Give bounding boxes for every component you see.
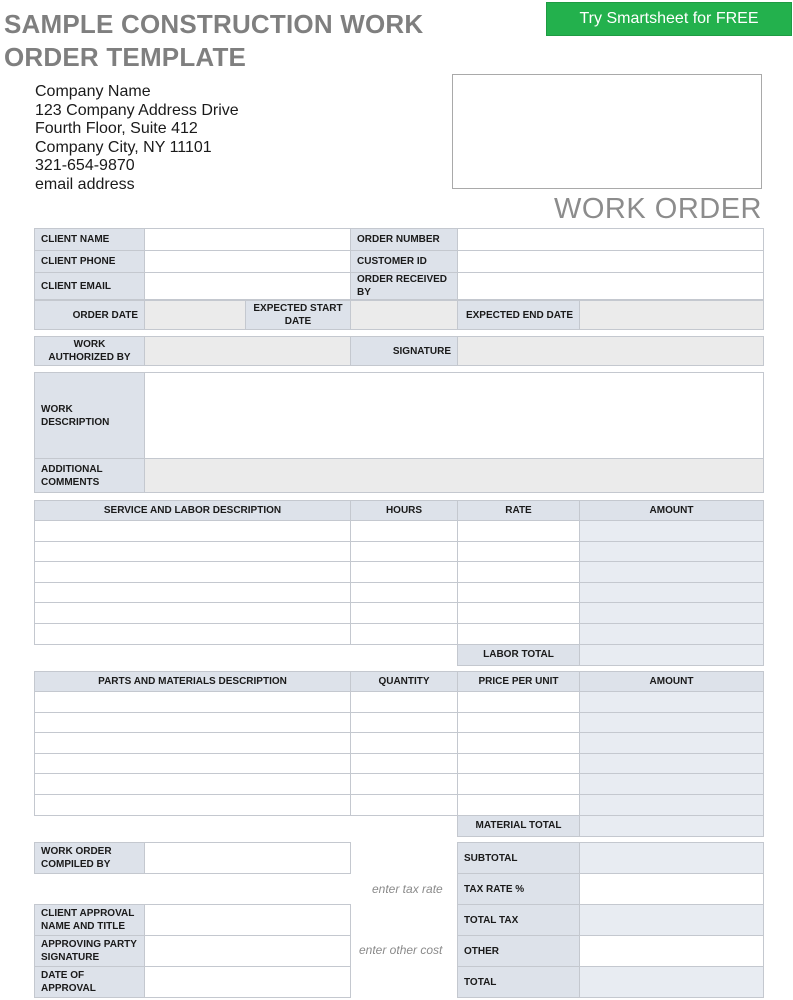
total-tax-value (580, 905, 764, 936)
material-quantity-cell[interactable] (351, 753, 458, 774)
company-name[interactable]: Company Name (35, 83, 151, 100)
company-city[interactable]: Company City, NY 11101 (35, 138, 212, 156)
materials-header-price: PRICE PER UNIT (458, 672, 580, 692)
order-received-by-label: ORDER RECEIVED BY (351, 273, 458, 300)
labor-hours-cell[interactable] (351, 582, 458, 603)
labor-amount-cell (580, 562, 764, 583)
tax-rate-label: TAX RATE % (458, 874, 580, 905)
work-authorized-by-label: WORK AUTHORIZED BY (35, 337, 145, 366)
materials-header-amount: AMOUNT (580, 672, 764, 692)
try-smartsheet-button[interactable]: Try Smartsheet for FREE (546, 2, 792, 36)
labor-description-cell[interactable] (35, 603, 351, 624)
approval-table (34, 904, 351, 998)
table-row (35, 541, 764, 562)
material-description-cell[interactable] (35, 774, 351, 795)
table-row (35, 692, 764, 713)
materials-table (34, 671, 764, 837)
other-label: OTHER (458, 936, 580, 967)
order-received-by-field[interactable] (458, 273, 764, 300)
additional-comments-field[interactable] (145, 459, 764, 493)
labor-table (34, 500, 764, 666)
material-quantity-cell[interactable] (351, 774, 458, 795)
description-table (34, 372, 764, 493)
labor-rate-cell[interactable] (458, 582, 580, 603)
labor-rate-cell[interactable] (458, 562, 580, 583)
labor-header-description: SERVICE AND LABOR DESCRIPTION (35, 501, 351, 521)
table-row (35, 753, 764, 774)
labor-rate-cell[interactable] (458, 623, 580, 644)
total-label: TOTAL (458, 967, 580, 998)
material-price-cell[interactable] (458, 733, 580, 754)
order-date-field[interactable] (145, 301, 246, 330)
materials-header-description: PARTS AND MATERIALS DESCRIPTION (35, 672, 351, 692)
client-approval-field[interactable] (145, 905, 351, 936)
table-row (35, 521, 764, 542)
signature-label: SIGNATURE (351, 337, 458, 366)
labor-total-value (580, 644, 764, 665)
company-phone[interactable]: 321-654-9870 (35, 157, 135, 175)
work-description-label: WORK DESCRIPTION (35, 373, 145, 459)
material-amount-cell (580, 774, 764, 795)
client-name-field[interactable] (145, 229, 351, 251)
signature-field[interactable] (458, 337, 764, 366)
material-total-value (580, 815, 764, 836)
labor-amount-cell (580, 582, 764, 603)
client-email-label: CLIENT EMAIL (35, 273, 145, 300)
material-description-cell[interactable] (35, 733, 351, 754)
tax-rate-field[interactable] (580, 874, 764, 905)
other-field[interactable] (580, 936, 764, 967)
material-price-cell[interactable] (458, 712, 580, 733)
compiled-by-label: WORK ORDER COMPILED BY (35, 843, 145, 874)
enter-tax-rate-hint: enter tax rate (372, 882, 443, 896)
compiled-by-field[interactable] (145, 843, 351, 874)
work-authorized-by-field[interactable] (145, 337, 351, 366)
labor-rate-cell[interactable] (458, 603, 580, 624)
labor-total-spacer (351, 644, 458, 665)
expected-end-field[interactable] (580, 301, 764, 330)
material-amount-cell (580, 753, 764, 774)
total-tax-label: TOTAL TAX (458, 905, 580, 936)
labor-header-rate: RATE (458, 501, 580, 521)
material-amount-cell (580, 712, 764, 733)
subtotal-value (580, 843, 764, 874)
client-email-field[interactable] (145, 273, 351, 300)
material-description-cell[interactable] (35, 692, 351, 713)
labor-hours-cell[interactable] (351, 521, 458, 542)
expected-end-label: EXPECTED END DATE (458, 301, 580, 330)
table-row (35, 774, 764, 795)
material-description-cell[interactable] (35, 712, 351, 733)
material-amount-cell (580, 733, 764, 754)
material-price-cell[interactable] (458, 753, 580, 774)
labor-amount-cell (580, 603, 764, 624)
client-approval-label: CLIENT APPROVAL NAME AND TITLE (35, 905, 145, 936)
date-of-approval-field[interactable] (145, 967, 351, 998)
material-price-cell[interactable] (458, 794, 580, 815)
labor-amount-cell (580, 623, 764, 644)
customer-id-label: CUSTOMER ID (351, 251, 458, 273)
company-address-line1[interactable]: 123 Company Address Drive (35, 101, 239, 119)
material-description-cell[interactable] (35, 753, 351, 774)
company-email[interactable]: email address (35, 175, 135, 193)
labor-hours-cell[interactable] (351, 562, 458, 583)
page-title: SAMPLE CONSTRUCTION WORK ORDER TEMPLATE (4, 9, 424, 72)
order-date-label: ORDER DATE (35, 301, 145, 330)
subtotal-label: SUBTOTAL (458, 843, 580, 874)
material-amount-cell (580, 692, 764, 713)
expected-start-label: EXPECTED START DATE (246, 301, 351, 330)
labor-hours-cell[interactable] (351, 603, 458, 624)
client-name-label: CLIENT NAME (35, 229, 145, 251)
table-row (35, 733, 764, 754)
material-quantity-cell[interactable] (351, 692, 458, 713)
company-address-line2[interactable]: Fourth Floor, Suite 412 (35, 120, 198, 138)
labor-hours-cell[interactable] (351, 623, 458, 644)
additional-comments-label: ADDITIONAL COMMENTS (35, 459, 145, 493)
total-value (580, 967, 764, 998)
labor-amount-cell (580, 541, 764, 562)
table-row (35, 623, 764, 644)
labor-description-cell[interactable] (35, 562, 351, 583)
labor-header-amount: AMOUNT (580, 501, 764, 521)
approving-signature-label: APPROVING PARTY SIGNATURE (35, 936, 145, 967)
order-number-label: ORDER NUMBER (351, 229, 458, 251)
material-price-cell[interactable] (458, 774, 580, 795)
material-total-spacer (35, 815, 351, 836)
labor-rate-cell[interactable] (458, 521, 580, 542)
work-description-field[interactable] (145, 373, 764, 459)
table-row (35, 582, 764, 603)
table-row (35, 712, 764, 733)
labor-description-cell[interactable] (35, 541, 351, 562)
labor-total-spacer (35, 644, 351, 665)
material-description-cell[interactable] (35, 794, 351, 815)
material-quantity-cell[interactable] (351, 794, 458, 815)
material-amount-cell (580, 794, 764, 815)
work-order-heading: WORK ORDER (554, 193, 762, 225)
date-of-approval-label: DATE OF APPROVAL (35, 967, 145, 998)
logo-placeholder[interactable] (452, 74, 762, 189)
labor-rate-cell[interactable] (458, 541, 580, 562)
labor-description-cell[interactable] (35, 623, 351, 644)
labor-hours-cell[interactable] (351, 541, 458, 562)
authorization-table (34, 336, 764, 366)
material-quantity-cell[interactable] (351, 712, 458, 733)
expected-start-field[interactable] (351, 301, 458, 330)
company-address-block (35, 83, 239, 195)
client-phone-field[interactable] (145, 251, 351, 273)
material-total-label: MATERIAL TOTAL (458, 815, 580, 836)
totals-table (457, 842, 764, 998)
client-phone-label: CLIENT PHONE (35, 251, 145, 273)
approving-signature-field[interactable] (145, 936, 351, 967)
dates-table (34, 300, 764, 330)
labor-description-cell[interactable] (35, 521, 351, 542)
client-info-table (34, 228, 764, 300)
table-row (35, 603, 764, 624)
customer-id-field[interactable] (458, 251, 764, 273)
labor-total-label: LABOR TOTAL (458, 644, 580, 665)
material-total-spacer (351, 815, 458, 836)
labor-amount-cell (580, 521, 764, 542)
enter-other-cost-hint: enter other cost (359, 943, 443, 957)
compiled-by-table (34, 842, 351, 874)
material-quantity-cell[interactable] (351, 733, 458, 754)
labor-description-cell[interactable] (35, 582, 351, 603)
material-price-cell[interactable] (458, 692, 580, 713)
table-row (35, 562, 764, 583)
materials-header-quantity: QUANTITY (351, 672, 458, 692)
order-number-field[interactable] (458, 229, 764, 251)
labor-header-hours: HOURS (351, 501, 458, 521)
table-row (35, 794, 764, 815)
